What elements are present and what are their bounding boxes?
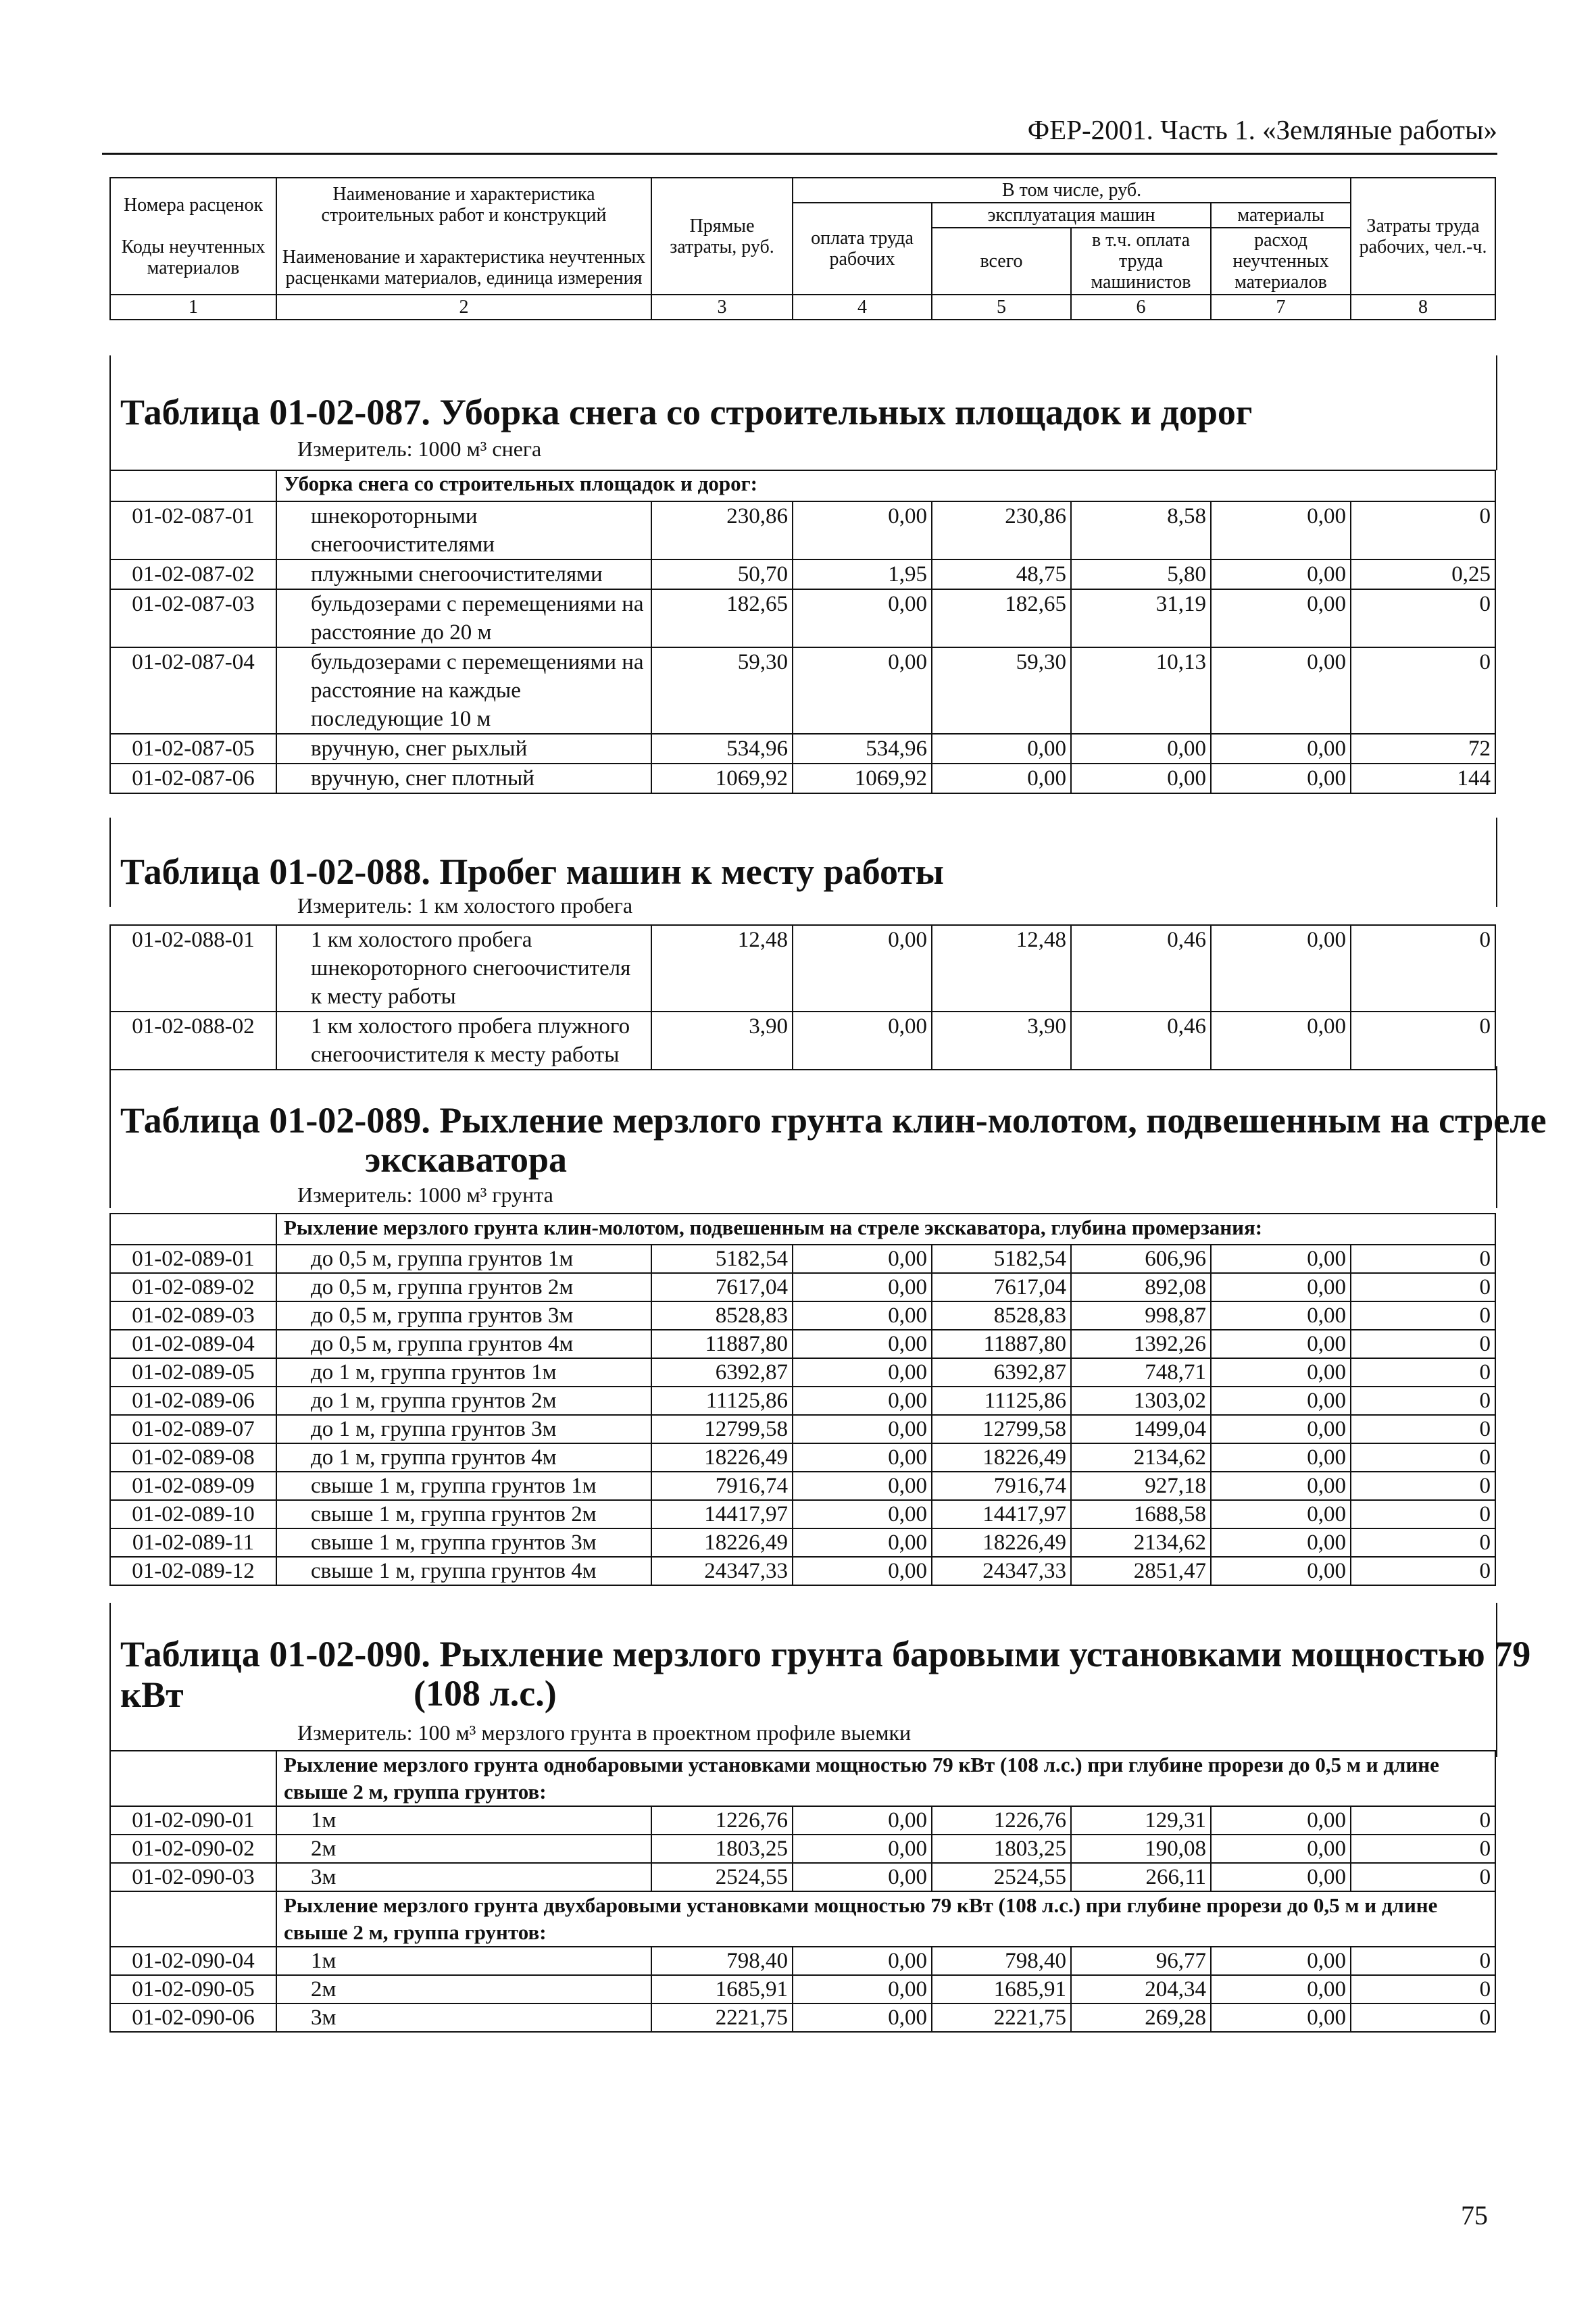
labor-value: 0 [1351,1245,1495,1273]
materials-value: 0,00 [1211,1387,1351,1415]
rate-code: 01-02-089-04 [110,1330,276,1358]
direct-costs-value: 24347,33 [651,1557,793,1585]
table-087 [109,470,1496,794]
machines-total-value: 1803,25 [932,1835,1071,1863]
table-090-subheading-2: Рыхление мерзлого грунта двухбаровыми установками мощностью 79 кВт (108 л.с.) при глубине прорези до 0,5 м и длине свыше 2 м, группа грунтов: [276,1891,1495,1947]
direct-costs-value: 59,30 [651,647,793,734]
direct-costs-value: 50,70 [651,559,793,589]
operator-pay-value: 129,31 [1071,1806,1211,1835]
labor-value: 0 [1351,925,1495,1012]
rate-code: 01-02-089-02 [110,1273,276,1301]
worker-pay-value: 0,00 [793,1863,932,1891]
rate-code: 01-02-090-01 [110,1806,276,1835]
table-row [110,1273,1495,1301]
direct-costs-value: 7916,74 [651,1472,793,1500]
rate-code: 01-02-089-07 [110,1415,276,1443]
col-number: 4 [793,295,932,320]
worker-pay-value: 1,95 [793,559,932,589]
materials-value: 0,00 [1211,1012,1351,1070]
table-row [110,1415,1495,1443]
document-header-title: ФЕР-2001. Часть 1. «Земляные работы» [1027,114,1497,145]
direct-costs-value: 1069,92 [651,764,793,793]
operator-pay-value: 2134,62 [1071,1443,1211,1472]
col-header-worker-pay: оплата труда рабочих [793,203,932,295]
labor-value: 0 [1351,1806,1495,1835]
labor-value: 0 [1351,1012,1495,1070]
materials-value: 0,00 [1211,1415,1351,1443]
operator-pay-value: 96,77 [1071,1947,1211,1975]
rate-code: 01-02-087-04 [110,647,276,734]
page-number: 75 [1461,2200,1488,2231]
labor-value: 0 [1351,1301,1495,1330]
materials-value: 0,00 [1211,1528,1351,1557]
rate-code: 01-02-089-06 [110,1387,276,1415]
direct-costs-value: 8528,83 [651,1301,793,1330]
direct-costs-value: 7617,04 [651,1273,793,1301]
worker-pay-value: 0,00 [793,1947,932,1975]
labor-value: 0 [1351,1947,1495,1975]
machines-total-value: 14417,97 [932,1500,1071,1528]
worker-pay-value: 1069,92 [793,764,932,793]
table-row [110,1330,1495,1358]
machines-total-value: 7617,04 [932,1273,1071,1301]
table-088-meter: Измеритель: 1 км холостого пробега [297,893,633,918]
direct-costs-value: 534,96 [651,734,793,764]
worker-pay-value: 0,00 [793,1245,932,1273]
materials-value: 0,00 [1211,501,1351,559]
operator-pay-value: 1303,02 [1071,1387,1211,1415]
labor-value: 0 [1351,1500,1495,1528]
direct-costs-value: 6392,87 [651,1358,793,1387]
table-row [110,1387,1495,1415]
rate-code: 01-02-089-08 [110,1443,276,1472]
table-089-meter: Измеритель: 1000 м³ грунта [297,1183,553,1207]
rate-code: 01-02-088-01 [110,925,276,1012]
direct-costs-value: 3,90 [651,1012,793,1070]
col-header-materials: материалы [1211,203,1351,228]
labor-value: 0 [1351,1835,1495,1863]
worker-pay-value: 0,00 [793,589,932,647]
work-name: до 1 м, группа грунтов 4м [276,1443,651,1472]
table-087-title: Таблица 01-02-087. Уборка снега со строительных площадок и дорог [120,392,1253,432]
table-row [110,925,1495,1012]
table-089-title-line1: Таблица 01-02-089. Рыхление мерзлого грунта клин-молотом, подвешенным на стреле [120,1100,1547,1141]
direct-costs-value: 18226,49 [651,1528,793,1557]
machines-total-value: 2524,55 [932,1863,1071,1891]
operator-pay-value: 204,34 [1071,1975,1211,2003]
table-row [110,1863,1495,1891]
operator-pay-value: 2134,62 [1071,1528,1211,1557]
worker-pay-value: 0,00 [793,1358,932,1387]
worker-pay-value: 0,00 [793,1012,932,1070]
direct-costs-value: 11887,80 [651,1330,793,1358]
col-number: 3 [651,295,793,320]
materials-value: 0,00 [1211,1975,1351,2003]
table-090 [109,1750,1496,2033]
labor-value: 0 [1351,1528,1495,1557]
labor-value: 0 [1351,1387,1495,1415]
machines-total-value: 18226,49 [932,1528,1071,1557]
work-name: свыше 1 м, группа грунтов 4м [276,1557,651,1585]
table-089-subheading: Рыхление мерзлого грунта клин-молотом, подвешенным на стреле экскаватора, глубина промерзания: [276,1214,1495,1245]
rate-code: 01-02-087-03 [110,589,276,647]
table-row [110,764,1495,793]
table-row [110,1358,1495,1387]
table-row [110,1472,1495,1500]
machines-total-value: 18226,49 [932,1443,1071,1472]
rate-code: 01-02-089-03 [110,1301,276,1330]
col-header-machines-total: всего [932,228,1071,295]
work-name: до 0,5 м, группа грунтов 4м [276,1330,651,1358]
work-name: 2м [276,1835,651,1863]
machines-total-value: 230,86 [932,501,1071,559]
labor-value: 0 [1351,1557,1495,1585]
materials-value: 0,00 [1211,1443,1351,1472]
rate-code: 01-02-089-10 [110,1500,276,1528]
direct-costs-value: 230,86 [651,501,793,559]
materials-value: 0,00 [1211,1863,1351,1891]
machines-total-value: 59,30 [932,647,1071,734]
table-row [110,1557,1495,1585]
materials-value: 0,00 [1211,925,1351,1012]
table-row [110,1947,1495,1975]
labor-value: 0 [1351,1863,1495,1891]
rate-code: 01-02-089-12 [110,1557,276,1585]
labor-value: 0,25 [1351,559,1495,589]
table-089-title-line2: экскаватора [365,1139,567,1180]
table-row [110,647,1495,734]
work-name: до 1 м, группа грунтов 3м [276,1415,651,1443]
direct-costs-value: 12799,58 [651,1415,793,1443]
rate-code: 01-02-087-06 [110,764,276,793]
operator-pay-value: 1392,26 [1071,1330,1211,1358]
col-header-including: В том числе, руб. [793,178,1351,203]
work-name: 2м [276,1975,651,2003]
materials-value: 0,00 [1211,1358,1351,1387]
work-name: 1м [276,1806,651,1835]
machines-total-value: 0,00 [932,764,1071,793]
labor-value: 0 [1351,1443,1495,1472]
worker-pay-value: 0,00 [793,501,932,559]
worker-pay-value: 0,00 [793,1301,932,1330]
table-088-title: Таблица 01-02-088. Пробег машин к месту работы [120,851,944,892]
operator-pay-value: 0,00 [1071,764,1211,793]
machines-total-value: 12,48 [932,925,1071,1012]
operator-pay-value: 0,00 [1071,734,1211,764]
work-name: свыше 1 м, группа грунтов 3м [276,1528,651,1557]
materials-value: 0,00 [1211,1273,1351,1301]
table-089 [109,1213,1496,1586]
machines-total-value: 1226,76 [932,1806,1071,1835]
table-088 [109,924,1496,1070]
operator-pay-value: 266,11 [1071,1863,1211,1891]
worker-pay-value: 0,00 [793,1387,932,1415]
machines-total-value: 11125,86 [932,1387,1071,1415]
rate-code: 01-02-090-05 [110,1975,276,2003]
work-name: плужными снегоочистителями [276,559,651,589]
col-header-labor: Затраты труда рабочих, чел.-ч. [1351,178,1495,295]
work-name: до 1 м, группа грунтов 2м [276,1387,651,1415]
operator-pay-value: 748,71 [1071,1358,1211,1387]
table-row [110,589,1495,647]
worker-pay-value: 0,00 [793,1806,932,1835]
col-number: 2 [276,295,651,320]
table-row [110,1528,1495,1557]
table-row [110,501,1495,559]
table-090-title-line1: Таблица 01-02-090. Рыхление мерзлого грунта баровыми установками мощностью 79 кВт [120,1634,1531,1715]
work-name: 3м [276,1863,651,1891]
direct-costs-value: 2221,75 [651,2003,793,2032]
labor-value: 144 [1351,764,1495,793]
machines-total-value: 12799,58 [932,1415,1071,1443]
materials-value: 0,00 [1211,647,1351,734]
direct-costs-value: 12,48 [651,925,793,1012]
table-087-meter: Измеритель: 1000 м³ снега [297,437,542,461]
materials-value: 0,00 [1211,1500,1351,1528]
worker-pay-value: 0,00 [793,1528,932,1557]
col-number: 7 [1211,295,1351,320]
table-row [110,1835,1495,1863]
machines-total-value: 0,00 [932,734,1071,764]
table-090-subheading-1: Рыхление мерзлого грунта однобаровыми установками мощностью 79 кВт (108 л.с.) при глубине прорези до 0,5 м и длине свыше 2 м, группа грунтов: [276,1751,1495,1806]
machines-total-value: 5182,54 [932,1245,1071,1273]
table-row [110,1806,1495,1835]
worker-pay-value: 0,00 [793,1557,932,1585]
direct-costs-value: 2524,55 [651,1863,793,1891]
work-name: до 0,5 м, группа грунтов 2м [276,1273,651,1301]
materials-value: 0,00 [1211,559,1351,589]
rate-code: 01-02-089-09 [110,1472,276,1500]
direct-costs-value: 14417,97 [651,1500,793,1528]
operator-pay-value: 5,80 [1071,559,1211,589]
worker-pay-value: 0,00 [793,1273,932,1301]
work-name: 1 км холостого пробега плужного снегоочистителя к месту работы [276,1012,651,1070]
col-header-operator-pay: в т.ч. оплата труда машинистов [1071,228,1211,295]
labor-value: 0 [1351,1975,1495,2003]
rate-code: 01-02-089-01 [110,1245,276,1273]
labor-value: 0 [1351,1358,1495,1387]
rate-code: 01-02-090-03 [110,1863,276,1891]
header-rule [102,153,1497,155]
machines-total-value: 7916,74 [932,1472,1071,1500]
direct-costs-value: 1226,76 [651,1806,793,1835]
labor-value: 0 [1351,1273,1495,1301]
work-name: вручную, снег рыхлый [276,734,651,764]
labor-value: 0 [1351,1330,1495,1358]
table-row [110,2003,1495,2032]
col-header-codes: Номера расценок Коды неучтенных материалов [110,178,276,295]
materials-value: 0,00 [1211,734,1351,764]
table-row [110,1301,1495,1330]
col-header-machines: эксплуатация машин [932,203,1211,228]
materials-value: 0,00 [1211,764,1351,793]
rate-code: 01-02-089-11 [110,1528,276,1557]
direct-costs-value: 182,65 [651,589,793,647]
rate-code: 01-02-090-02 [110,1835,276,1863]
worker-pay-value: 0,00 [793,1415,932,1443]
rate-code: 01-02-087-05 [110,734,276,764]
table-row [110,559,1495,589]
rate-code: 01-02-087-01 [110,501,276,559]
machines-total-value: 1685,91 [932,1975,1071,2003]
col-number: 6 [1071,295,1211,320]
worker-pay-value: 0,00 [793,1472,932,1500]
work-name: бульдозерами с перемещениями на расстояние на каждые последующие 10 м [276,647,651,734]
operator-pay-value: 927,18 [1071,1472,1211,1500]
operator-pay-value: 269,28 [1071,2003,1211,2032]
materials-value: 0,00 [1211,1330,1351,1358]
operator-pay-value: 2851,47 [1071,1557,1211,1585]
rate-code: 01-02-087-02 [110,559,276,589]
materials-value: 0,00 [1211,1301,1351,1330]
worker-pay-value: 0,00 [793,2003,932,2032]
labor-value: 72 [1351,734,1495,764]
rate-code: 01-02-090-04 [110,1947,276,1975]
worker-pay-value: 534,96 [793,734,932,764]
worker-pay-value: 0,00 [793,1443,932,1472]
direct-costs-value: 798,40 [651,1947,793,1975]
work-name: до 0,5 м, группа грунтов 1м [276,1245,651,1273]
work-name: 1м [276,1947,651,1975]
col-number: 8 [1351,295,1495,320]
materials-value: 0,00 [1211,1557,1351,1585]
materials-value: 0,00 [1211,1245,1351,1273]
operator-pay-value: 606,96 [1071,1245,1211,1273]
table-row [110,1500,1495,1528]
work-name: до 1 м, группа грунтов 1м [276,1358,651,1387]
materials-value: 0,00 [1211,1472,1351,1500]
labor-value: 0 [1351,1415,1495,1443]
worker-pay-value: 0,00 [793,647,932,734]
rate-code: 01-02-090-06 [110,2003,276,2032]
machines-total-value: 24347,33 [932,1557,1071,1585]
work-name: до 0,5 м, группа грунтов 3м [276,1301,651,1330]
table-090-title-line2: (108 л.с.) [414,1673,557,1714]
rate-code: 01-02-089-05 [110,1358,276,1387]
materials-value: 0,00 [1211,2003,1351,2032]
table-row [110,734,1495,764]
work-name: 1 км холостого пробега шнекороторного снегоочистителя к месту работы [276,925,651,1012]
col-header-unaccounted-materials: расход неучтенных материалов [1211,228,1351,295]
materials-value: 0,00 [1211,1835,1351,1863]
machines-total-value: 182,65 [932,589,1071,647]
operator-pay-value: 10,13 [1071,647,1211,734]
work-name: свыше 1 м, группа грунтов 2м [276,1500,651,1528]
operator-pay-value: 998,87 [1071,1301,1211,1330]
machines-total-value: 3,90 [932,1012,1071,1070]
worker-pay-value: 0,00 [793,1835,932,1863]
materials-value: 0,00 [1211,1806,1351,1835]
operator-pay-value: 190,08 [1071,1835,1211,1863]
col-header-names: Наименование и характеристика строительных работ и конструкций Наименование и характеристика неучтенных расценками материалов, единица измерения [276,178,651,295]
machines-total-value: 2221,75 [932,2003,1071,2032]
machines-total-value: 8528,83 [932,1301,1071,1330]
direct-costs-value: 1803,25 [651,1835,793,1863]
labor-value: 0 [1351,2003,1495,2032]
table-087-subheading: Уборка снега со строительных площадок и дорог: [276,470,1495,501]
table-row [110,1245,1495,1273]
operator-pay-value: 31,19 [1071,589,1211,647]
column-header-table [109,177,1496,320]
work-name: шнекороторными снегоочистителями [276,501,651,559]
worker-pay-value: 0,00 [793,1330,932,1358]
worker-pay-value: 0,00 [793,925,932,1012]
operator-pay-value: 1688,58 [1071,1500,1211,1528]
machines-total-value: 11887,80 [932,1330,1071,1358]
worker-pay-value: 0,00 [793,1975,932,2003]
direct-costs-value: 1685,91 [651,1975,793,2003]
direct-costs-value: 5182,54 [651,1245,793,1273]
labor-value: 0 [1351,589,1495,647]
operator-pay-value: 892,08 [1071,1273,1211,1301]
col-header-direct-costs: Прямые затраты, руб. [651,178,793,295]
table-row [110,1443,1495,1472]
rate-code: 01-02-088-02 [110,1012,276,1070]
col-number: 5 [932,295,1071,320]
operator-pay-value: 8,58 [1071,501,1211,559]
machines-total-value: 48,75 [932,559,1071,589]
worker-pay-value: 0,00 [793,1500,932,1528]
direct-costs-value: 11125,86 [651,1387,793,1415]
labor-value: 0 [1351,501,1495,559]
materials-value: 0,00 [1211,1947,1351,1975]
table-row [110,1975,1495,2003]
work-name: вручную, снег плотный [276,764,651,793]
machines-total-value: 6392,87 [932,1358,1071,1387]
table-row [110,1012,1495,1070]
machines-total-value: 798,40 [932,1947,1071,1975]
labor-value: 0 [1351,647,1495,734]
work-name: свыше 1 м, группа грунтов 1м [276,1472,651,1500]
direct-costs-value: 18226,49 [651,1443,793,1472]
work-name: бульдозерами с перемещениями на расстояние до 20 м [276,589,651,647]
operator-pay-value: 0,46 [1071,1012,1211,1070]
operator-pay-value: 0,46 [1071,925,1211,1012]
col-number: 1 [110,295,276,320]
operator-pay-value: 1499,04 [1071,1415,1211,1443]
work-name: 3м [276,2003,651,2032]
table-090-meter: Измеритель: 100 м³ мерзлого грунта в проектном профиле выемки [297,1720,912,1745]
labor-value: 0 [1351,1472,1495,1500]
materials-value: 0,00 [1211,589,1351,647]
